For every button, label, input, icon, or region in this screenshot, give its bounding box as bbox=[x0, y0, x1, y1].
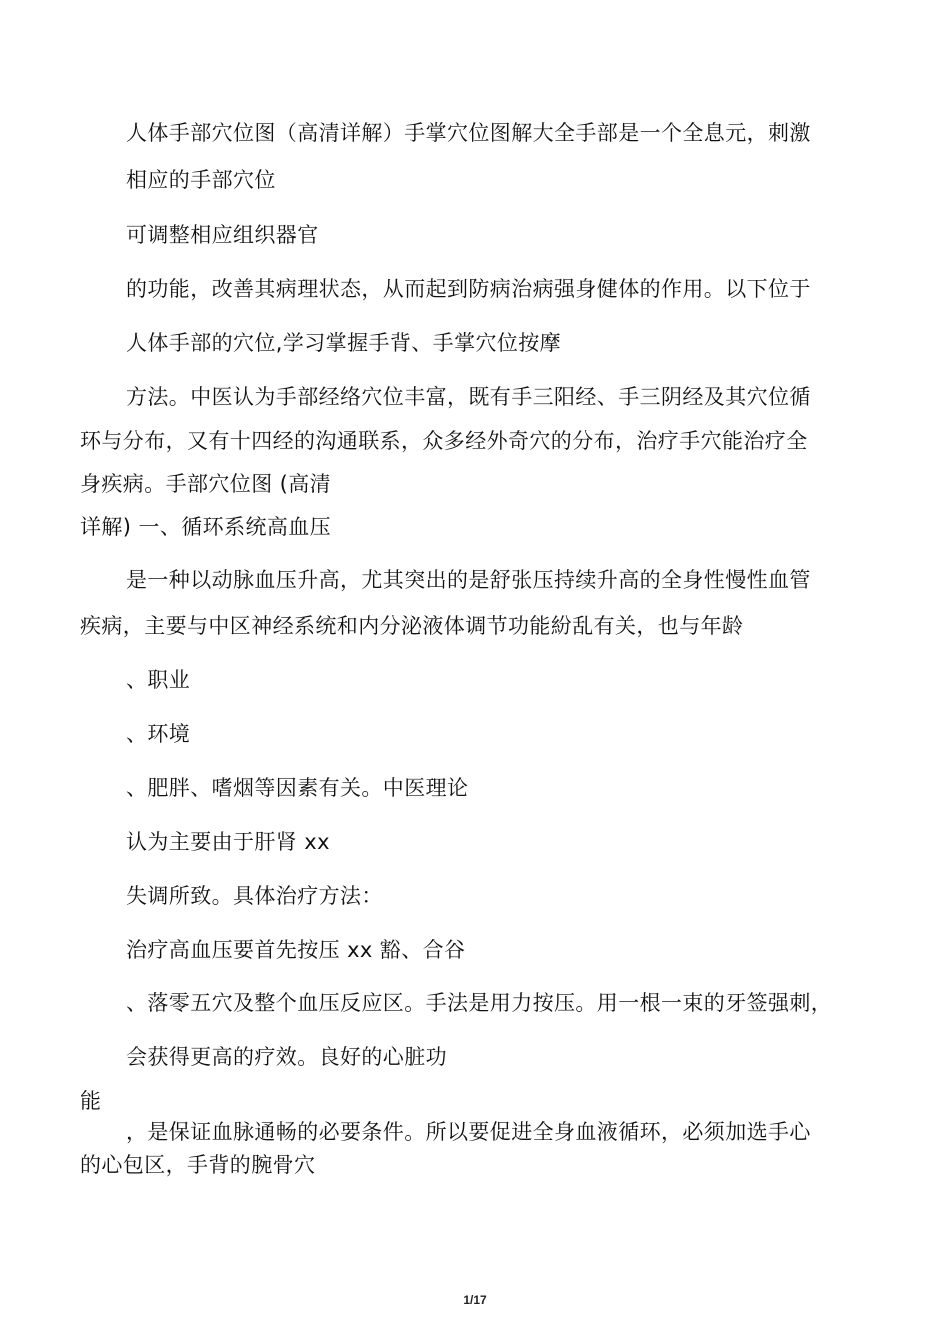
text-line: 治疗高血压要首先按压 xx 豁、合谷 bbox=[126, 938, 466, 962]
text-line: 是一种以动脉血压升高，尤其突出的是舒张压持续升高的全身性慢性血管 bbox=[126, 568, 811, 592]
text-line: 人体手部穴位图（高清详解）手掌穴位图解大全手部是一个全息元，刺激 bbox=[126, 121, 811, 145]
text-line: 、落零五穴及整个血压反应区。手法是用力按压。用一根一束的牙签强刺， bbox=[126, 991, 833, 1015]
text-line: 、环境 bbox=[126, 722, 191, 746]
text-line: 环与分布，又有十四经的沟通联系，众多经外奇穴的分布，治疗手穴能治疗全 bbox=[80, 429, 808, 453]
text-line: 会获得更高的疗效。良好的心脏功 bbox=[126, 1045, 447, 1069]
text-line: 能 bbox=[80, 1089, 102, 1113]
text-line: 人体手部的穴位,学习掌握手背、手掌穴位按摩 bbox=[126, 331, 562, 355]
text-line: 、肥胖、嗜烟等因素有关。中医理论 bbox=[126, 776, 469, 800]
text-line: 认为主要由于肝肾 xx bbox=[126, 830, 330, 854]
text-line: 方法。中医认为手部经络穴位丰富，既有手三阳经、手三阴经及其穴位循 bbox=[126, 385, 811, 409]
text-line: 可调整相应组织器官 bbox=[126, 223, 319, 247]
text-line: 相应的手部穴位 bbox=[126, 168, 276, 192]
text-line: 的心包区，手背的腕骨穴 bbox=[80, 1153, 316, 1177]
page-number: 1/17 bbox=[463, 1293, 487, 1307]
text-line: 的功能，改善其病理状态，从而起到防病治病强身健体的作用。以下位于 bbox=[126, 277, 811, 301]
text-line: 失调所致。具体治疗方法： bbox=[126, 884, 383, 908]
text-line: 、职业 bbox=[126, 668, 191, 692]
text-line: ，是保证血脉通畅的必要条件。所以要促进全身血液循环，必须加选手心 bbox=[126, 1120, 811, 1144]
text-line: 疾病，主要与中区神经系统和内分泌液体调节功能紛乱有关，也与年龄 bbox=[80, 614, 744, 638]
text-line: 详解) 一、循环系统高血压 bbox=[80, 515, 332, 539]
text-line: 身疾病。手部穴位图 (高清 bbox=[80, 472, 332, 496]
